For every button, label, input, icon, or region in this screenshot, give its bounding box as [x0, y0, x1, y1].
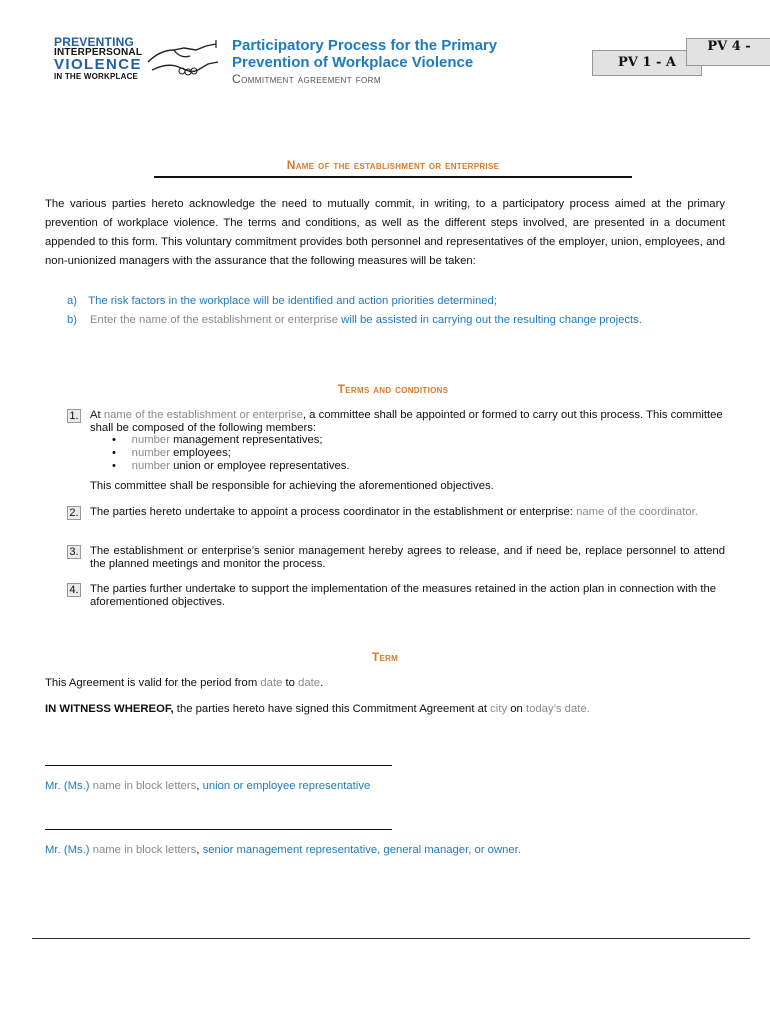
signatory-1 — [45, 780, 735, 793]
title-line-1: Participatory Process for the Primary — [232, 37, 498, 54]
item-number: 4. — [67, 583, 81, 597]
item-text: The parties hereto undertake to appoint a process coordinator in the establishment or enterprise: — [90, 506, 577, 518]
name-placeholder[interactable]: name in block letters — [92, 844, 197, 856]
signature-line[interactable] — [45, 765, 392, 766]
member-item: • number management representatives; — [112, 434, 323, 446]
date-from-placeholder[interactable]: date — [260, 677, 283, 689]
witness-line — [45, 703, 735, 716]
establishment-heading: Name of the establishment or enterprise — [286, 158, 500, 172]
handshake-icon — [146, 40, 220, 80]
city-placeholder[interactable]: city — [490, 703, 508, 715]
witness-text: on — [507, 703, 526, 715]
establishment-rule — [154, 176, 632, 178]
today-date-placeholder[interactable]: today’s date. — [525, 703, 590, 715]
logo-line-4: IN THE WORKPLACE — [54, 72, 139, 81]
terms-item-2 — [67, 506, 725, 520]
signatory-prefix: Mr. (Ms.) — [45, 844, 93, 856]
list-item — [67, 314, 727, 327]
validity-line — [45, 677, 725, 690]
signatory-role: senior management representative, general manager, or owner. — [202, 844, 521, 856]
form-code-badge: PV 1 - A — [592, 50, 702, 76]
member-item: • number union or employee representatives. — [112, 460, 350, 472]
witness-bold: IN WITNESS WHEREOF, — [45, 703, 174, 715]
validity-text: This Agreement is valid for the period from — [45, 677, 261, 689]
item-text: At — [90, 409, 104, 421]
validity-text: to — [282, 677, 299, 689]
intro-paragraph: The various parties hereto acknowledge the need to mutually commit, in writing, to a participatory process aimed at the primary prevention of workplace violence. The terms and conditions, as well as the different steps involved, are presented in a document appended to this form. This voluntary commitment provides both personnel and representatives of the employer, union, employees, and non-unionized managers with the assurance that the following measures will be taken: — [45, 198, 725, 267]
form-code-badge-secondary: PV 4 - — [686, 38, 770, 66]
logo-line-3: VIOLENCE — [54, 56, 142, 73]
form-subtitle: Commitment agreement form — [232, 72, 381, 86]
establishment-placeholder[interactable]: Enter the name of the establishment or enterprise — [90, 314, 339, 326]
number-placeholder[interactable]: number — [131, 447, 170, 459]
signatory-prefix: Mr. (Ms.) — [45, 780, 93, 792]
item-text: , a committee shall be appointed or formed to carry out this process. This committee shall be composed of the following members: — [90, 409, 723, 434]
item-marker: b) — [67, 314, 78, 326]
number-placeholder[interactable]: number — [131, 434, 170, 446]
item-marker: a) — [67, 295, 78, 307]
document-title — [232, 37, 497, 71]
term-heading: Term — [371, 650, 399, 664]
item-text: The establishment or enterprise’s senior management hereby agrees to release, and if need be, replace personnel to attend the planned meetings and monitor the process. — [90, 545, 725, 570]
terms-heading: Terms and conditions — [337, 382, 449, 396]
date-to-placeholder[interactable]: date — [298, 677, 321, 689]
logo — [52, 36, 222, 82]
witness-text: the parties hereto have signed this Commitment Agreement at — [173, 703, 491, 715]
number-placeholder[interactable]: number — [131, 460, 170, 472]
name-placeholder[interactable]: name in block letters — [92, 780, 197, 792]
item-number: 1. — [67, 409, 81, 423]
separator: , — [196, 780, 203, 792]
terms-item-4 — [67, 583, 725, 609]
signatory-role: union or employee representative — [202, 780, 371, 792]
list-item — [67, 295, 727, 308]
logo-line-2: INTERPERSONAL — [54, 47, 143, 58]
committee-closing: This committee shall be responsible for achieving the aforementioned objectives. — [90, 480, 494, 492]
item-text: The parties further undertake to support the implementation of the measures retained in the action plan in connection with the aforementioned objectives. — [90, 583, 717, 608]
title-line-2: Prevention of Workplace Violence — [232, 54, 474, 71]
item-text: will be assisted in carrying out the resulting change projects. — [338, 314, 642, 326]
item-text: The risk factors in the workplace will be identified and action priorities determined; — [88, 295, 497, 307]
signatory-2 — [45, 844, 735, 857]
item-number: 2. — [67, 506, 81, 520]
item-number: 3. — [67, 545, 81, 559]
logo-line-1: PREVENTING — [54, 35, 135, 49]
member-item: • number employees; — [112, 447, 231, 459]
signature-line[interactable] — [45, 829, 392, 830]
footer-rule — [32, 938, 750, 939]
member-text: employees; — [169, 447, 231, 459]
validity-text: . — [320, 677, 324, 689]
establishment-placeholder[interactable]: name of the establishment or enterprise — [103, 409, 303, 421]
coordinator-placeholder[interactable]: name of the coordinator. — [576, 506, 698, 518]
member-list — [112, 434, 512, 473]
member-text: union or employee representatives. — [169, 460, 350, 472]
member-text: management representatives; — [169, 434, 323, 446]
terms-item-1 — [67, 409, 725, 435]
terms-item-3 — [67, 545, 725, 571]
separator: , — [196, 844, 203, 856]
